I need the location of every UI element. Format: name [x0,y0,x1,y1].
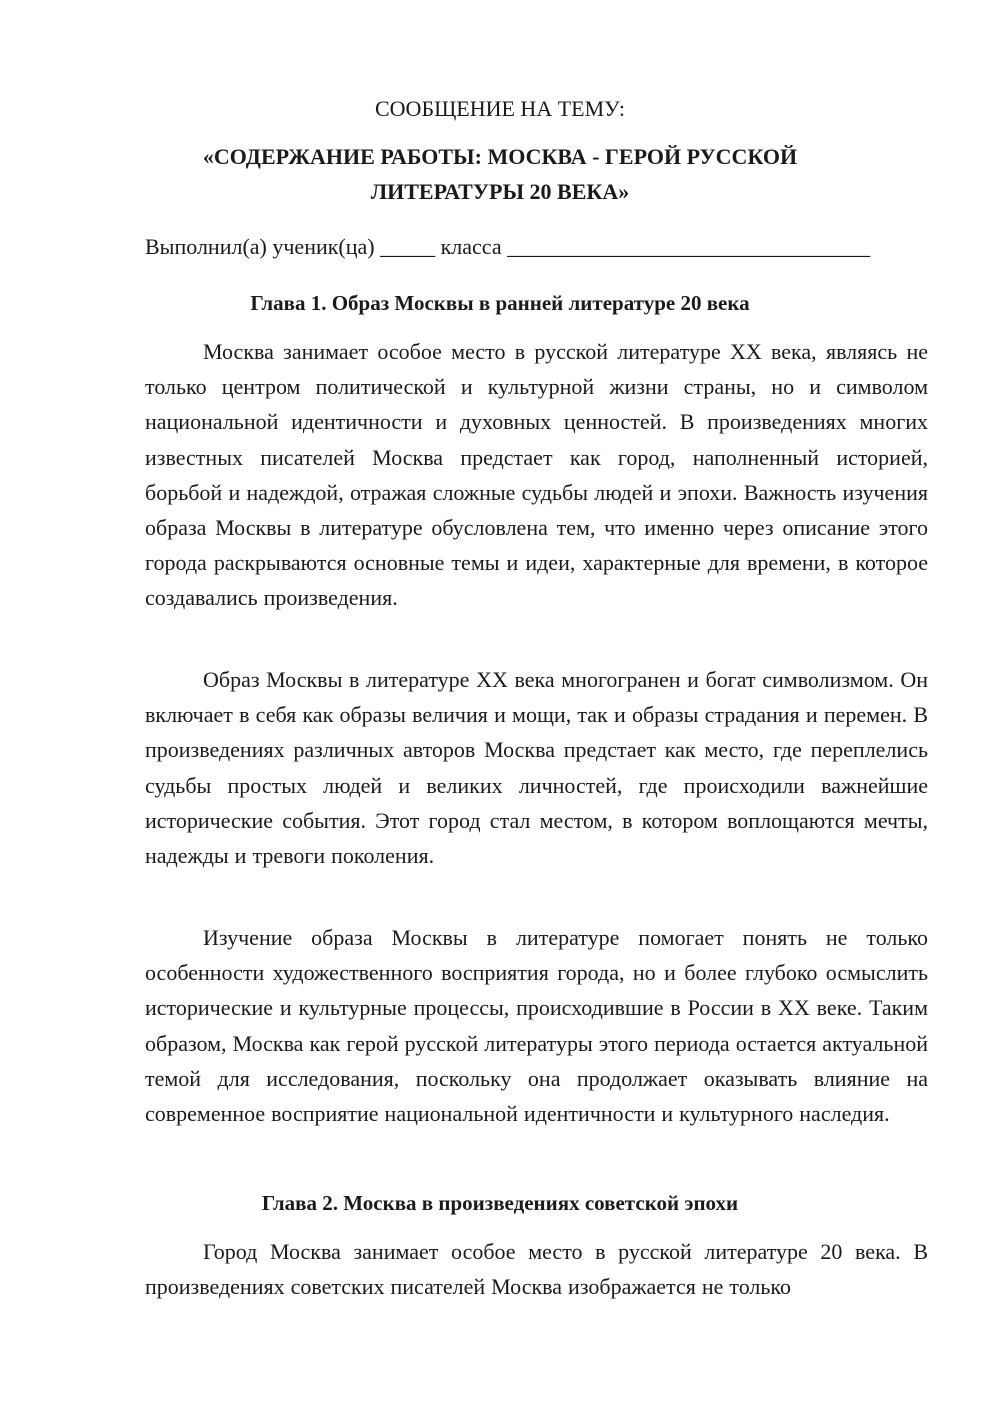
chapter-2-paragraph-1: Город Москва занимает особое место в русской литературе 20 века. В произведениях советских писателей Москва изображается не только [145,1239,928,1300]
chapter-1-paragraph-3: Изучение образа Москвы в литературе помогает понять не только особенности художественного восприятия города, но и более глубоко осмыслить исторические и культурные процессы, происходившие в России в XX веке. Таким образом, Москва как герой русской литературы этого периода остается актуальной темой для исследования, поскольку она продолжает оказывать влияние на современное восприятие национальной идентичности и культурного наследия. [145,925,928,1127]
chapter-2-heading: Глава 2. Москва в произведениях советской эпохи [261,1191,739,1215]
title-line-1: «СОДЕРЖАНИЕ РАБОТЫ: МОСКВА - ГЕРОЙ РУССКОЙ [202,144,798,169]
chapter-1-paragraph-2: Образ Москвы в литературе XX века многогранен и богат символизмом. Он включает в себя как образы величия и мощи, так и образы страдания и перемен. В произведениях различных авторов Москва предстает как место, где переплелись судьбы простых людей и великих личностей, где происходили важнейшие исторические события. Этот город стал местом, в котором воплощаются мечты, надежды и тревоги поколения. [145,667,928,869]
subject-line: СООБЩЕНИЕ НА ТЕМУ: [375,96,625,121]
student-info-line: Выполнил(а) ученик(ца) _____ класса _________________________________ [145,234,871,259]
title-line-2: ЛИТЕРАТУРЫ 20 ВЕКА» [370,179,630,204]
chapter-1-paragraph-1: Москва занимает особое место в русской литературе XX века, являясь не только центром политической и культурной жизни страны, но и символом национальной идентичности и духовных ценностей. В произведениях многих известных писателей Москва предстает как город, наполненный историей, борьбой и надеждой, отражая сложные судьбы людей и эпохи. Важность изучения образа Москвы в литературе обусловлена тем, что именно через описание этого города раскрываются основные темы и идеи, характерные для времени, в которое создавались произведения. [145,339,928,611]
chapter-1-heading: Глава 1. Образ Москвы в ранней литературе 20 века [250,291,750,315]
